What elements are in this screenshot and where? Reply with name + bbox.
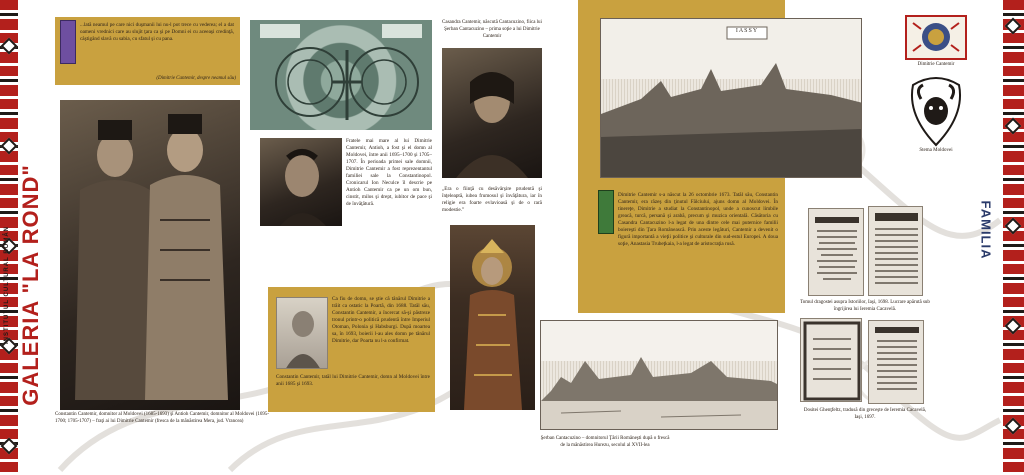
book-title-page-3 — [800, 318, 862, 402]
gallery-logo — [4, 135, 43, 435]
book-text-lines-icon — [869, 321, 924, 404]
moldavia-arms-image — [905, 75, 967, 147]
family-text: Dimitrie Cantemir s-a născut la 26 octombrie 1673. Tatăl său, Constantin Cantemir, era răzeş din ţinutul Fălciului, ajuns domn al Moldovei. În tinereţe, Dimitrie a studiat la Constantinopol, unde a cunoscut limbile greacă, turcă, persană şi arabă, precum şi muzica orientală. Căsătoria cu Casandra Cantacuzino l-a legat de una dintre cele mai puternice familii boiereşti din Ţara Românească. Prin aceste legături, Cantemir a devenit o figură importantă a vieţii politice şi culturale din sud-estul Europei. A doua soţie, Anastasia Trubeţkaia, l-a legat de aristocraţia rusă. — [618, 192, 778, 248]
ornament-diamond — [1005, 118, 1022, 135]
cassandra-quote: „Era o fiinţă cu desăvârşire prudentă şi înţeleaptă, iubea frumosul şi învăţătura, iar în religie era foarte evlavioasă şi de o rară modestie.” — [442, 186, 542, 214]
cassandra-portrait-image — [442, 48, 542, 178]
quote-attribution: (Dimitrie Cantemir, despre neamul său) — [156, 76, 236, 81]
fortress-view-icon — [541, 321, 778, 430]
arms-label: Stema Moldovei — [919, 148, 953, 153]
city-view-icon — [601, 19, 862, 178]
illuminated-letter-icon — [60, 20, 76, 64]
serban-fresco-image — [450, 225, 535, 410]
gallery-name: GALERIA "LA ROND" — [18, 164, 43, 406]
book-title-page-1 — [808, 208, 864, 296]
book-title-page-4 — [868, 320, 924, 404]
portrait-figures-icon — [60, 100, 240, 410]
constantin-text: Ca fiu de domn, se ştie că tânărul Dimitrie a trăit ca ostatic la Poartă, din 1688. Tatăl său, Constantin Cantemir, a încercat să-şi păstreze tronul printr-o politică prudentă între Imperiul Otoman, Polonia şi Habsburgi. După moartea sa, în 1693, boierii l-au ales domn pe tânărul Dimitrie, dar Poarta nu l-a confirmat. — [332, 296, 430, 345]
ornament-diamond — [1005, 18, 1022, 35]
brothers-text: Fratele mai mare al lui Dimitrie Cantemir, Antioh, a fost şi el domn al Moldovei, între anii 1695–1700 şi 1705–1707. În perioada primei sale domnii, Dimitrie Cantemir a fost reprezentantul familiei sale la Constantinopol. Cronicarul Ion Neculce îl descrie pe Antioh Cantemir ca pe un om bun, cinstit, milos şi drept, iubitor de pace şi de învăţătură. — [346, 138, 432, 208]
seal-mosaic-image — [250, 20, 432, 130]
ornament-diamond — [1, 438, 18, 455]
serban-caption: Şerban Cantacuzino – domnitorul Ţării Româneşti după o frescă de la mănăstirea Hurezu, secolul al XVII-lea — [540, 436, 670, 448]
book-text-lines-icon — [869, 207, 923, 296]
brothers-caption: Constantin Cantemir, domnitor al Moldovei (1685-1693) şi Antioh Cantemir, domnitor al Moldovei (1695-1700; 1705-1707) – fraţi ai lui Dimitrie Cantemir (fresca de la mănăstirea Mera, jud. Vrancea) — [55, 412, 270, 424]
iasi-engraving-image — [600, 18, 862, 178]
institute-name: INSTITUTUL CULTURAL ROMÂN — [4, 226, 11, 344]
bull-head-arms-icon — [905, 75, 967, 147]
coat-label: Dimitrie Cantemir — [917, 62, 955, 67]
book-title-page-2 — [868, 206, 923, 296]
constantin-caption: Constantin Cantemir, tatăl lui Dimitrie Cantemir, domn al Moldovei între anii 1685 şi 1693. — [276, 374, 430, 388]
portrait-face-icon — [260, 138, 342, 226]
section-title-text: FAMILIA — [978, 200, 994, 260]
seal-ornament-icon — [250, 20, 432, 130]
coat-of-arms-icon — [907, 17, 965, 58]
right-ornament-band — [1003, 0, 1024, 475]
quote-text: ...lată neamul pe care nici duşmanii lui nu-l pot trece cu vederea; el a dat oameni vrednici care au slujit ţara ca şi pe Domni ei cu aceeaşi credinţă, câştigând slavă cu sabia, cu sfatul şi cu pana. — [80, 22, 234, 43]
ornament-diamond — [1005, 418, 1022, 435]
book-text-lines-icon — [809, 209, 864, 296]
section-title — [976, 195, 996, 265]
brothers-fresco-image — [60, 100, 240, 410]
ornament-diamond — [1005, 218, 1022, 235]
fresco-prince-icon — [450, 225, 535, 410]
iasi-label: IASSY — [735, 28, 759, 34]
cassandra-title: Casandra Cantemir, născută Cantacuzino, fiica lui Şerban Cantacuzino – prima soţie a lui Dimitrie Cantemir — [442, 20, 542, 39]
portrait-lady-icon — [442, 48, 542, 178]
coat-of-arms-image — [905, 15, 967, 60]
illuminated-letter-icon-green — [598, 190, 614, 234]
ornament-diamond — [1005, 318, 1022, 335]
ornament-diamond — [1, 38, 18, 55]
constantin-engraving-image — [276, 297, 328, 369]
book-ornate-frame-icon — [801, 319, 862, 402]
dositei-caption: Dositei Ghenţfeltz, tradusă din greceşte de Ieremia Cacavelă, Iaşi, 1697. — [803, 408, 927, 420]
engraved-bust-icon — [277, 298, 328, 369]
antioh-portrait-image — [260, 138, 342, 226]
books-caption: Tomul dragostei asupra Istoriilor, Iaşi, 1698. Lucrare apărută sub îngrijirea lui Ieremia Cacavelă. — [800, 300, 930, 312]
fortress-engraving-image — [540, 320, 778, 430]
ornament-diamond — [1, 138, 18, 155]
